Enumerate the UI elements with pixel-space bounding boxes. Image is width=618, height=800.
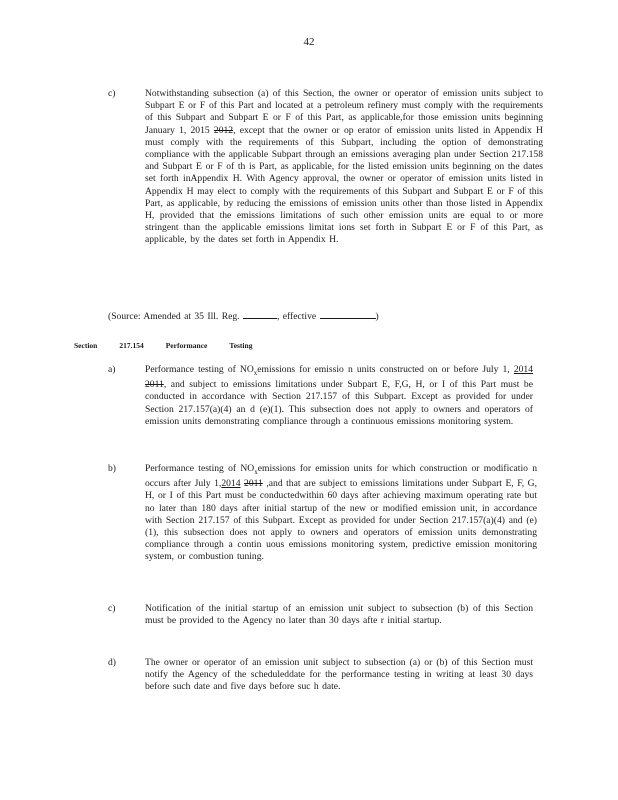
- subsection-d-text: The owner or operator of an emission unit subject to subsection (a) or (b) of this Section must notify the Agency of the scheduleddate for the performance testing in writing at least 30 days before such date and five days before suc h date.: [145, 657, 533, 693]
- source-note: (Source: Amended at 35 Ill. Reg. , effective ): [108, 311, 379, 322]
- subsection-c-text: Notification of the initial startup of an emission unit subject to subsection (b) of this Section must be provided to the Agency no later than 30 days afte r initial startup.: [145, 603, 533, 627]
- section-title-1: Performance: [165, 341, 208, 350]
- effective-date-blank: [320, 309, 376, 319]
- struck-year: 2011: [244, 478, 263, 490]
- section-title-2: Testing: [229, 341, 253, 350]
- subsection-d-label: d): [108, 657, 116, 668]
- subsection-c-label: c): [108, 603, 116, 614]
- subsection-b-label: b): [108, 463, 116, 474]
- section-number: 217.154: [119, 341, 144, 350]
- subsection-b-text: Performance testing of $NO_xemissions$ for emission units for which construction or modificatio n occurs after July 1,2014 2011 ,and that are subject to emissions limitations under Subpart E, F, G, H, or I of this Part must be conductedwithin 60 days after achieving maximum operating rate but no later than 180 days after initial startup of the new or modified emission unit, in accordance with Section 217.157 of this Subpart. Except as provided for under Section 217.157(a)(4) and (e)(1), this subsection does not apply to owners and operators of emission units demonstrating compliance through a contin uous emissions monitoring system, predictive emission monitoring system, or combustion tuning.: [145, 463, 538, 563]
- struck-year: 2011: [145, 379, 164, 391]
- struck-year: 2012: [213, 124, 234, 136]
- subsection-a-label: a): [108, 364, 116, 375]
- inserted-year: 2014: [513, 364, 533, 375]
- section-word: Section: [74, 341, 98, 350]
- page-number: 42: [303, 36, 315, 48]
- subsection-a-text: Performance testing of $NO_xemissions$ for emissio n units constructed on or before July 1, 2014 2011, and subject to emissions limitations under Subpart E, F,G, H, or I of this Part must be conducted in accordance with Section 217.157 of this Subpart. Except as provided for under Section 217.157(a)(4) an d (e)(1). This subsection does not apply to owners and operators of emission units demonstrating compliance through a continuous emissions monitoring system.: [145, 364, 533, 427]
- inserted-year: 2014: [221, 478, 241, 490]
- subsection-c-top-text: Notwithstanding subsection (a) of this Section, the owner or operator of emission units subject to Subpart E or F of this Part and located at a petroleum refinery must comply with the requirements of this Subpart and Subpart E or F of this Part, as applicable,for those emission units beginning January 1, 2015 2012, except that the owner or op erator of emission units listed in Appendix H must comply with the requirements of this Subpart, including the option of demonstrating compliance with the applicable Subpart through an emissions averaging plan under Section 217.158 and Subpart E or F of th is Part, as applicable, for the listed emission units beginning on the dates set forth inAppendix H. With Agency approval, the owner or operator of emission units listed in Appendix H may elect to comply with the requirements of this Subpart and Subpart E or F of this Part, as applicable, by reducing the emissions of emission units other than those listed in Appendix H, provided that the emissions limitations of such other emission units are equal to or more stringent than the applicable emissions limitat ions set forth in Subpart E or F of this Part, as applicable, by the dates set forth in Appendix H.: [145, 88, 543, 246]
- subsection-c-top-label: c): [108, 88, 116, 99]
- section-heading: [74, 341, 274, 350]
- register-blank: [243, 309, 277, 319]
